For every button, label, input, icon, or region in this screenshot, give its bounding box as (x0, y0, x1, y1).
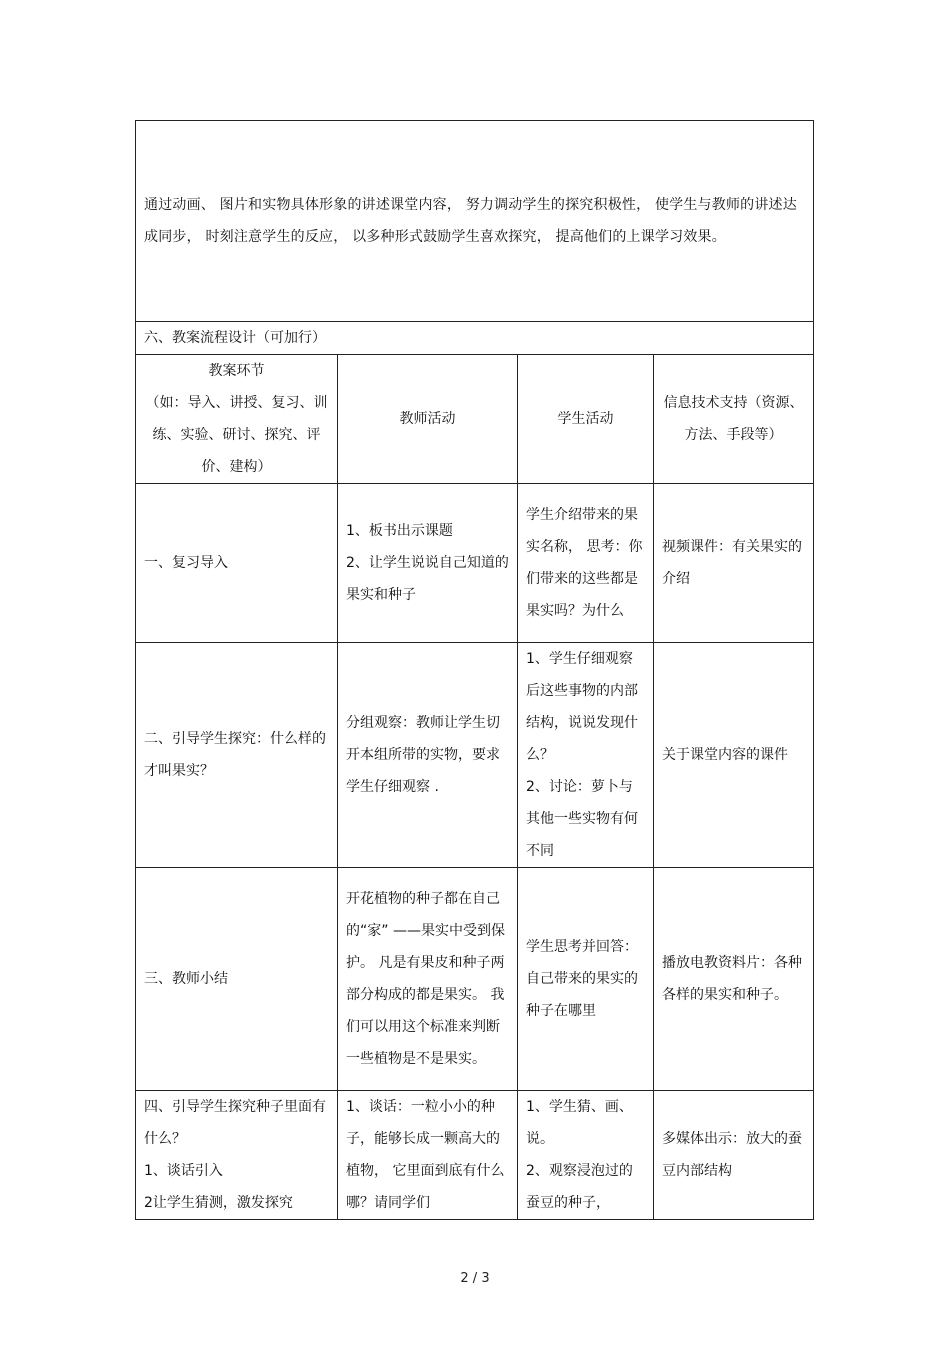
table-row (136, 1091, 814, 1220)
table-row (136, 868, 814, 1091)
header-stage (136, 355, 338, 484)
lesson-plan-table (135, 120, 814, 1220)
row4-it: 多媒体出示：放大的蚕豆内部结构 (654, 1091, 814, 1220)
intro-text: 通过动画、 图片和实物具体形象的讲述课堂内容， 努力调动学生的探究积极性， 使学生与教师的讲述达成同步， 时刻注意学生的反应， 以多种形式鼓励学生喜欢探究， 提高他们的上课学习效果。 (144, 197, 797, 245)
row1-teacher-text: 1、板书出示课题 2、让学生说说自己知道的果实和种子 (346, 523, 509, 603)
row4-student-text: 1、学生猜、画、说。 2、观察浸泡过的蚕豆的种子， (526, 1099, 633, 1211)
header-stage-line2: （如：导入、讲授、复习、训练、实验、研讨、探究、评价、建构） (145, 395, 328, 475)
header-teacher: 教师活动 (338, 355, 518, 484)
row1-stage: 一、复习导入 (136, 484, 338, 643)
intro-cell (136, 121, 814, 322)
page-number: 2 / 3 (460, 1271, 490, 1286)
table-row (136, 643, 814, 868)
row2-teacher: 分组观察：教师让学生切开本组所带的实物，要求学生仔细观察 . (338, 643, 518, 868)
table-row (136, 484, 814, 643)
row2-stage: 二、引导学生探究：什么样的才叫果实？ (136, 643, 338, 868)
row1-it: 视频课件：有关果实的介绍 (654, 484, 814, 643)
row3-it: 播放电教资料片：各种各样的果实和种子。 (654, 868, 814, 1091)
row4-student (518, 1091, 654, 1220)
row2-student (518, 643, 654, 868)
row1-teacher (338, 484, 518, 643)
header-it: 信息技术支持（资源、方法、手段等） (654, 355, 814, 484)
header-stage-line1: 教案环节 (208, 363, 265, 379)
row2-student-text: 1、学生仔细观察后这些事物的内部结构，说说发现什么？ 2、讨论：萝卜与其他一些实物有何不同 (526, 651, 638, 859)
row3-student: 学生思考并回答：自己带来的果实的种子在哪里 (518, 868, 654, 1091)
row4-stage (136, 1091, 338, 1220)
row2-it: 关于课堂内容的课件 (654, 643, 814, 868)
row3-stage: 三、教师小结 (136, 868, 338, 1091)
header-student: 学生活动 (518, 355, 654, 484)
row4-teacher: 1、谈话：一粒小小的种子，能够长成一颗高大的植物， 它里面到底有什么哪？请同学们 (338, 1091, 518, 1220)
row1-student: 学生介绍带来的果实名称， 思考：你们带来的这些都是果实吗？为什么 (518, 484, 654, 643)
row4-stage-text: 四、引导学生探究种子里面有什么？ 1、谈话引入 2让学生猜测，激发探究 (144, 1099, 326, 1211)
section-title: 六、教案流程设计（可加行） (136, 322, 814, 355)
row3-teacher: 开花植物的种子都在自己的“家” ——果实中受到保护。 凡是有果皮和种子两部分构成的都是果实。 我们可以用这个标准来判断一些植物是不是果实。 (338, 868, 518, 1091)
